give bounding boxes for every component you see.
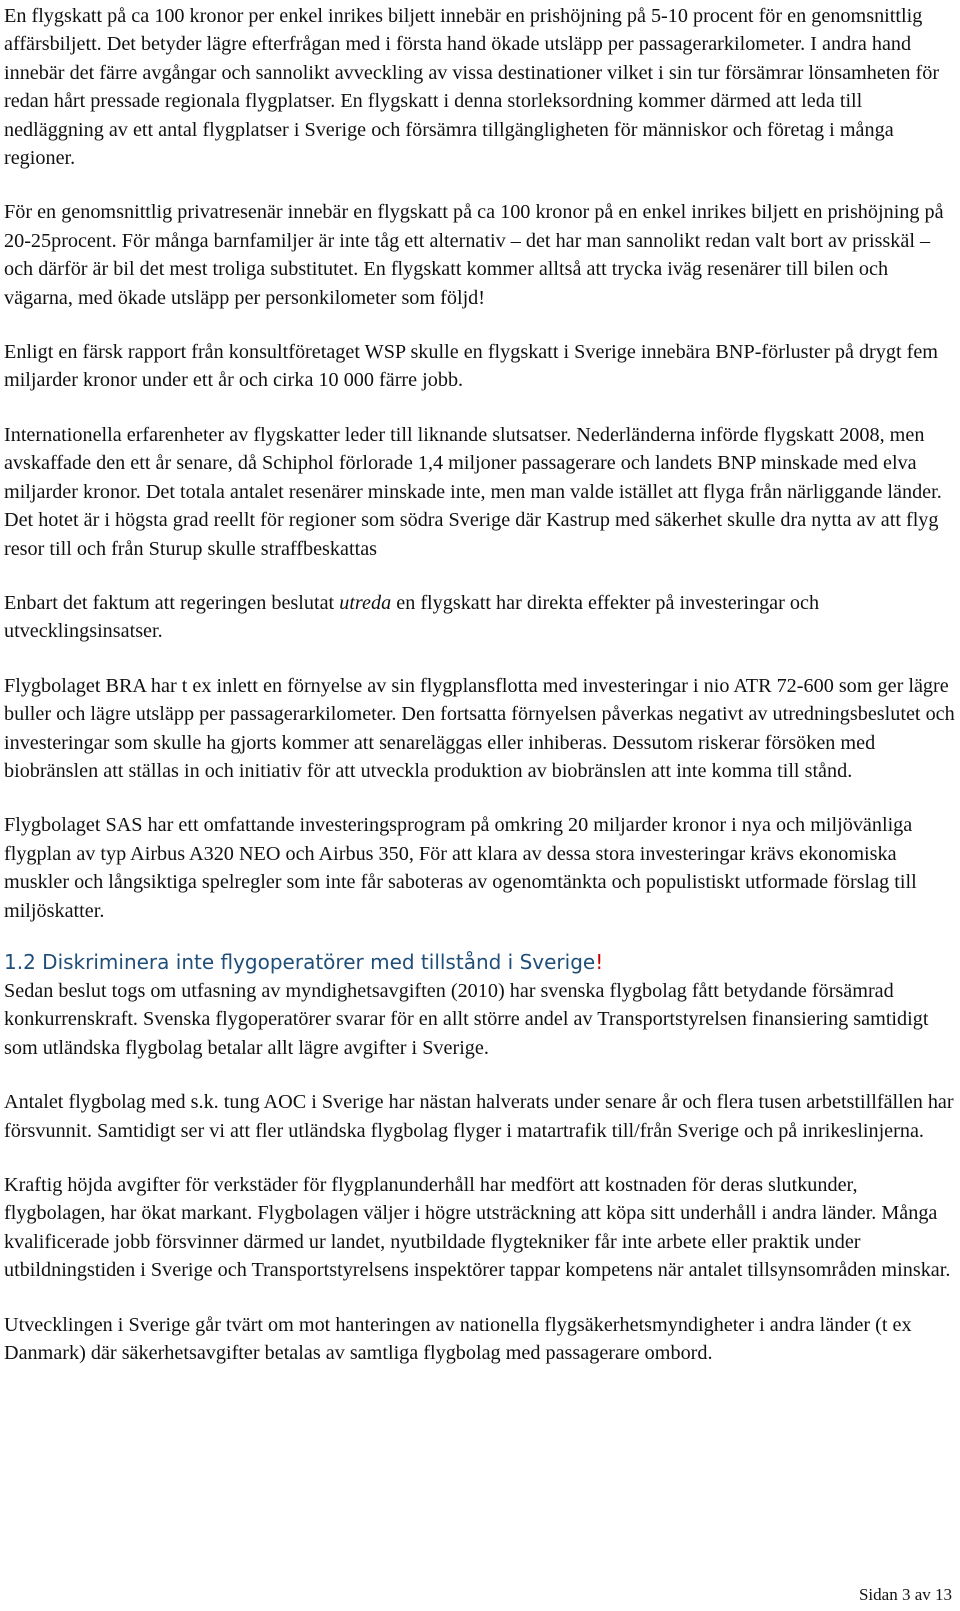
emphasis-utreda: utreda [339,591,392,614]
paragraph-wsp-rapport: Enligt en färsk rapport från konsultföretaget WSP skulle en flygskatt i Sverige innebära BNP-förluster på drygt fem miljarder kronor under ett år och cirka 10 000 färre jobb. [4,341,938,392]
paragraph-tung-aoc: Antalet flygbolag med s.k. tung AOC i Sverige har nästan halverats under senare år och flera tusen arbetstillfällen har försvunnit. Samtidigt ser vi att fler utländska flygbolag flyger i matartrafik till/från Sverige och på inrikeslinjerna. [4,1091,954,1142]
paragraph-sas: Flygbolaget SAS har ett omfattande investeringsprogram på omkring 20 miljarder kronor i nya och miljövänliga flygplan av typ Airbus A320 NEO och Airbus 350, För att klara av dessa stora investeringar krävs ekonomiska muskler och långsiktiga spelregler som inte får saboteras av ogenomtänkta och populistiskt utformade förslag till miljöskatter. [4,814,917,922]
section-heading-text: 1.2 Diskriminera inte flygoperatörer med tillstånd i Sverige [4,949,596,974]
paragraph-internationella-erfarenheter: Internationella erfarenheter av flygskatter leder till liknande slutsatser. Nederländerna införde flygskatt 2008, men avskaffade den ett år senare, då Schiphol förlorade 1,4 miljoner passagerare och landets BNP minskade med elva miljarder kronor. Det totala antalet resenärer minskade inte, men man valde istället att flyga från närliggande länder. Det hotet är i högsta grad reellt för regioner som södra Sverige där Kastrup med säkerhet skulle dra nytta av att flyg resor till och från Sturup skulle straffbeskattas [4,423,942,560]
document-body [4,2,956,1367]
paragraph-bra: Flygbolaget BRA har t ex inlett en förnyelse av sin flygplansflotta med investeringar i nio ATR 72-600 som ger lägre buller och lägre utsläpp per passagerarkilometer. Den fortsatta förnyelsen påverkas negativt av utredningsbeslutet och investeringar som skulle ha gjorts kommer att senareläggas eller inhiberas. Dessutom riskerar försöken med biobränslen att ställas in och initiativ för att utveckla produktion av biobränslen att inte komma till stånd. [4,674,955,782]
section-heading [4,947,956,977]
paragraph-utreda-after: en flygskatt har direkta effekter på investeringar och utvecklingsinsatser. [4,591,820,643]
section-heading-exclamation: ! [595,949,604,974]
paragraph-utvecklingen: Utvecklingen i Sverige går tvärt om mot hanteringen av nationella flygsäkerhetsmyndigheter i andra länder (t ex Danmark) där säkerhetsavgifter betalas av samtliga flygbolag med passagerare ombord. [4,1313,912,1365]
page-number: Sidan 3 av 13 [858,1585,952,1604]
paragraph-utreda [4,589,956,646]
paragraph-privatresenar: För en genomsnittlig privatresenär innebär en flygskatt på ca 100 kronor på en enkel inrikes biljett en prishöjning på 20-25procent. För många barnfamiljer är inte tåg ett alternativ – det har man sannolikt redan valt bort av prisskäl – och därför är bil det mest troliga substitutet. En flygskatt kommer alltså att trycka iväg resenärer till bilen och vägarna, med ökade utsläpp per personkilometer som följd! [4,201,944,309]
paragraph-myndighetsavgift: Sedan beslut togs om utfasning av myndighetsavgiften (2010) har svenska flygbolag fått betydande försämrad konkurrenskraft. Svenska flygoperatörer svarar för en allt större andel av Transportstyrelsen finansiering samtidigt som utländska flygbolag betalar allt lägre avgifter i Sverige. [4,979,929,1059]
paragraph-verkstader: Kraftig höjda avgifter för verkstäder för flygplanunderhåll har medfört att kostnaden för deras slutkunder, flygbolagen, har ökat markant. Flygbolagen väljer i högre utsträckning att köpa sitt underhåll i andra länder. Många kvalificerade jobb försvinner därmed ur landet, nyutbildade flygtekniker får inte arbete eller praktik under utbildningstiden i Sverige och Transportstyrelsens inspektörer tappar kompetens när antalet tillsynsområden minskar. [4,1174,951,1282]
paragraph-utreda-before: Enbart det faktum att regeringen beslutat [4,591,340,614]
paragraph-flygskatt-affarsbiljett: En flygskatt på ca 100 kronor per enkel inrikes biljett innebär en prishöjning på 5-10 procent för en genomsnittlig affärsbiljett. Det betyder lägre efterfrågan med i första hand ökade utsläpp per passagerarkilometer. I andra hand innebär det färre avgångar och sannolikt avveckling av vissa destinationer vilket i sin tur försämrar lönsamheten för redan hårt pressade regionala flygplatser. En flygskatt i denna storleksordning kommer därmed att leda till nedläggning av ett antal flygplatser i Sverige och försämra tillgängligheten för människor och företag i många regioner. [4,5,940,170]
